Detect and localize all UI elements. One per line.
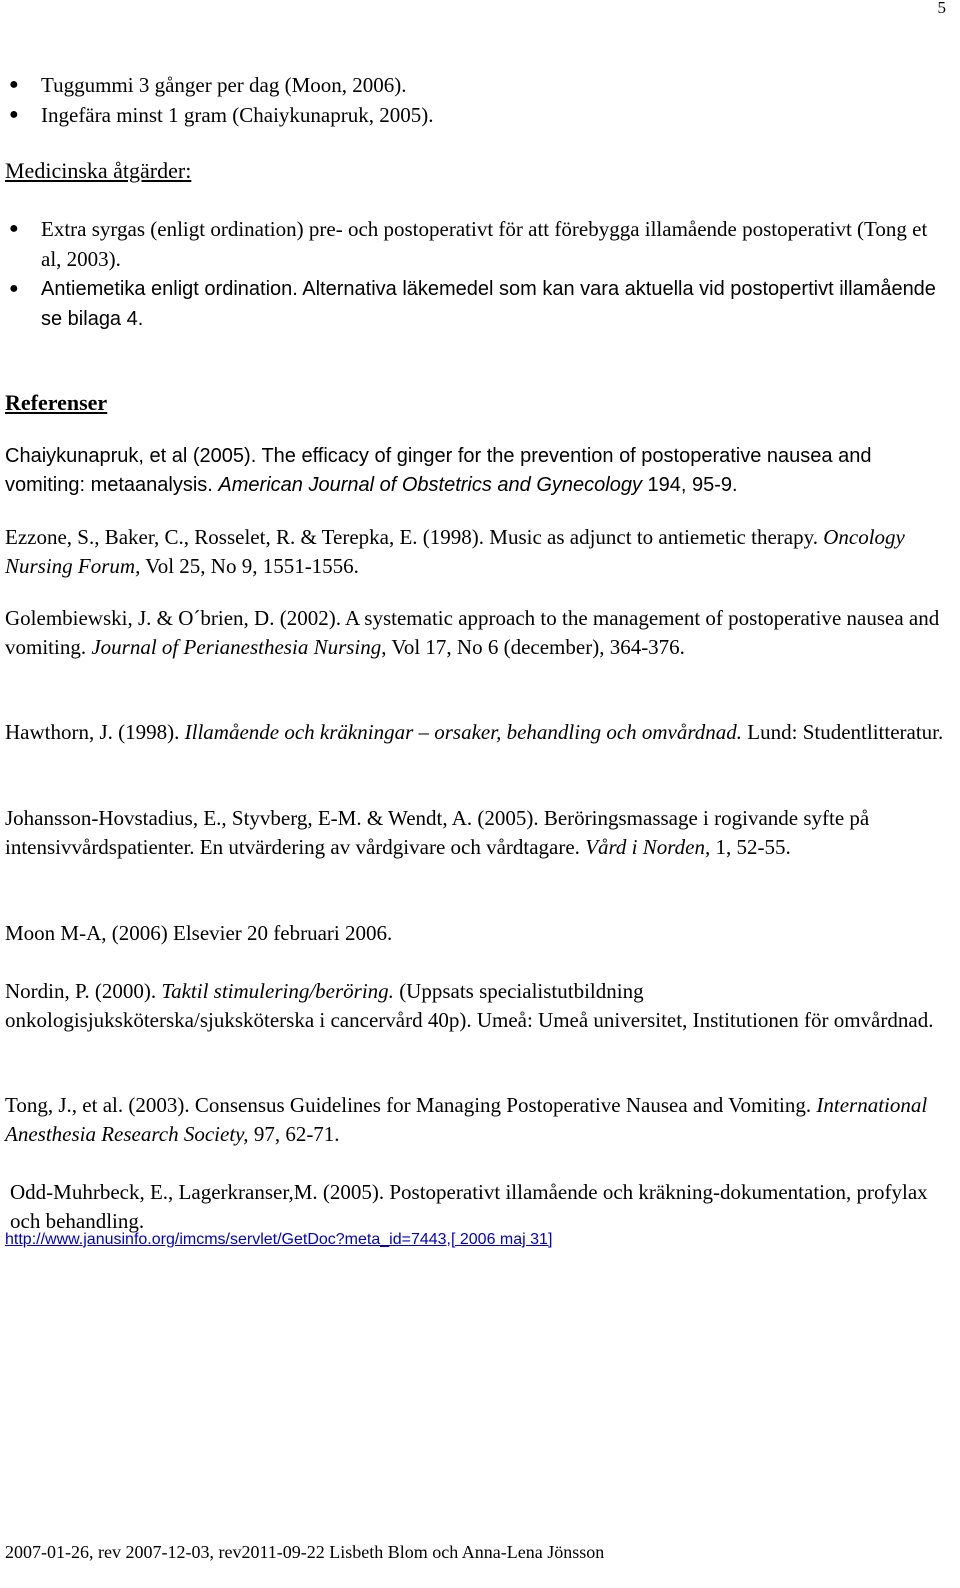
reference-journal: American Journal of Obstetrics and Gynecology [218,474,642,496]
list-item-text: Extra syrgas (enligt ordination) pre- och postoperativt för att förebygga illamående postoperativt (Tong et al, 2003). [41,217,928,271]
reference-journal: Oncology Nursing Forum, [5,525,905,578]
reference-text: Ezzone, S., Baker, C., Rosselet, R. & Terepka, E. (1998). Music as adjunct to antiemetic therapy. [5,525,824,549]
bullet-icon: ● [9,76,19,93]
reference-title: Illamående och kräkningar – orsaker, behandling och omvårdnad. [184,720,743,744]
bullet-icon: ● [9,106,19,123]
reference-title: Taktil stimulering/beröring. [161,979,394,1003]
bullet-list-tips [5,70,941,130]
page-footer: 2007-01-26, rev 2007-12-03, rev2011-09-22 Lisbeth Blom och Anna-Lena Jönsson [5,1542,605,1562]
reference-text: Nordin, P. (2000). [5,979,162,1003]
reference-journal: Vård i Norden, [585,835,711,859]
reference-tail: , Vol 17, No 6 (december), 364-376. [381,635,685,659]
reference-item [5,977,950,1035]
reference-tail: Lund: Studentlitteratur. [742,720,944,744]
list-item [5,214,941,274]
reference-item [5,442,950,500]
section-heading-medical: Medicinska åtgärder: [5,158,192,183]
reference-journal: Journal of Perianesthesia Nursing [91,635,382,659]
list-item-text: Tuggummi 3 gånger per dag (Moon, 2006). [41,73,407,97]
list-item-text: Antiemetika enligt ordination. Alternativa läkemedel som kan vara aktuella vid postopertivt illamående se bilaga 4. [41,278,936,330]
reference-tail: 1, 52-55. [710,835,791,859]
list-item-text: Ingefära minst 1 gram (Chaiykunapruk, 2005). [41,103,434,127]
reference-item [5,523,950,581]
list-item [5,274,941,334]
reference-text: Hawthorn, J. (1998). [5,720,185,744]
list-item [5,100,941,130]
reference-item [5,718,950,747]
reference-tail: Vol 25, No 9, 1551-1556. [140,554,359,578]
bullet-icon: ● [9,220,19,237]
reference-tail: 194, 95-9. [641,474,738,496]
reference-tail: 97, 62-71. [248,1122,340,1146]
reference-item [5,1091,950,1149]
reference-text: Johansson-Hovstadius, E., Styvberg, E-M. & Wendt, A. (2005). Beröringsmassage i rogivande syfte på intensivvårdspatienter. En utvärdering av vårdgivare och vårdtagare. [5,806,870,859]
reference-link[interactable]: http://www.janusinfo.org/imcms/servlet/GetDoc?meta_id=7443,[ 2006 maj 31] [5,1231,553,1248]
list-item [5,70,941,100]
reference-tail: (Uppsats specialistutbildning onkologisjuksköterska/sjuksköterska i cancervård 40p). Umeå: Umeå universitet, Institutionen för omvårdnad. [5,979,934,1032]
bullet-icon: ● [9,280,19,297]
bullet-list-medical [5,214,941,334]
page-number: 5 [937,0,946,17]
section-heading-references: Referenser [5,390,108,415]
reference-text: Golembiewski, J. & O´brien, D. (2002). A systematic approach to the management of postoperative nausea and vomiting. [5,606,940,659]
reference-item [10,1178,955,1236]
reference-text: Tong, J., et al. (2003). Consensus Guidelines for Managing Postoperative Nausea and Vomiting. [5,1093,817,1117]
reference-text: Chaiykunapruk, et al (2005). The efficacy of ginger for the prevention of postoperative nausea and vomiting: metaanalysis. [5,445,872,496]
reference-item [5,804,950,862]
reference-text: Odd-Muhrbeck, E., Lagerkranser,M. (2005). Postoperativt illamående och kräkning-dokumentation, profylax och behandling. [10,1180,928,1233]
reference-text: Moon M-A, (2006) Elsevier 20 februari 2006. [5,921,393,945]
reference-item [5,604,950,662]
reference-journal: International Anesthesia Research Society, [5,1093,928,1146]
reference-item [5,919,950,948]
